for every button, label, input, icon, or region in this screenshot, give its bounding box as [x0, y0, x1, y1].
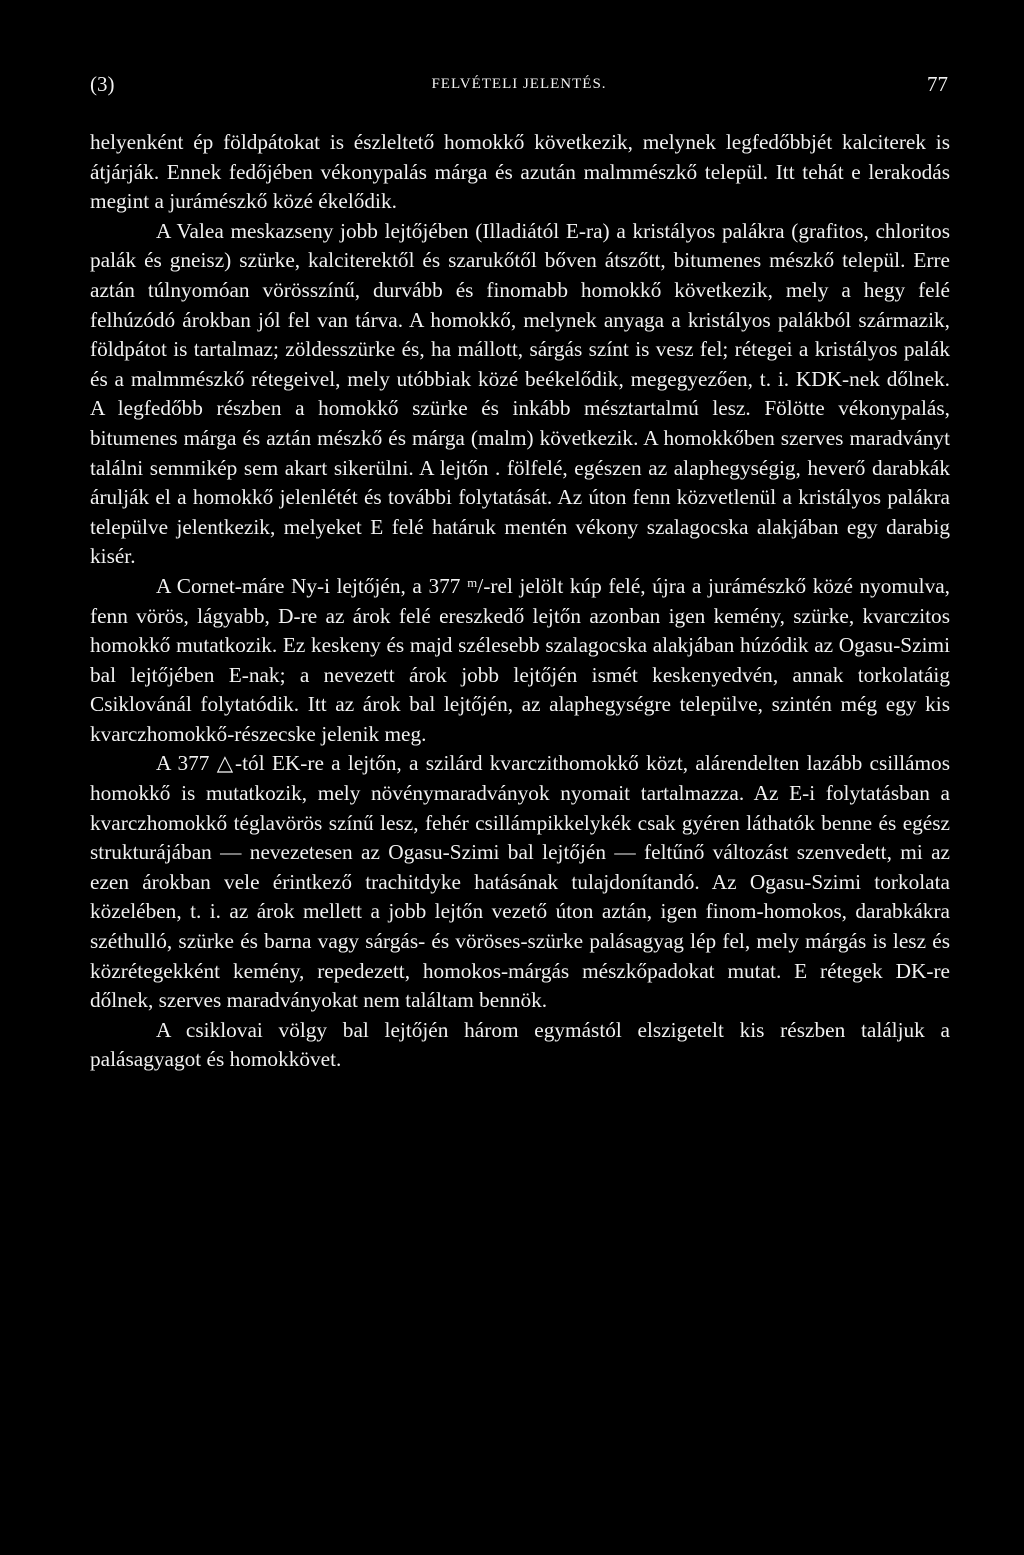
page-number: 77 — [927, 72, 948, 96]
running-title: FELVÉTELI JELENTÉS. — [431, 76, 607, 92]
paragraph: helyenként ép földpátokat is észleltető homokkő következik, melynek legfedőbbjét kalciterek is átjárják. Ennek fedőjében vékonypalás márga és azután malmmészkő települ. Itt tehát e lerakodás megint a jurámészkő közé ékelődik. — [90, 130, 950, 214]
paragraph: A Cornet-máre Ny-i lejtőjén, a 377 ᵐ/-rel jelölt kúp felé, újra a jurámészkő közé nyomulva, fenn vörös, lágyabb, D-re az árok felé ereszkedő lejtőn azonban igen kemény, szürke, kvarczitos homokkő mutatkozik. Ez keskeny és majd szélesebb szalagocska alakjában húzódik az Ogasu-Szimi bal lejtőjében E-nak; a nevezett árok jobb lejtőjén ismét keskenyedvén, annak torkolatáig Csiklovánál folytatódik. Itt az árok bal lejtőjén, az alaphegységre települve, szintén még egy kis kvarczhomokkő-részecske jelenik meg. — [90, 573, 950, 746]
page-header — [90, 72, 948, 102]
body-text — [90, 128, 950, 1075]
paragraph: A Valea meskazseny jobb lejtőjében (Illadiától E-ra) a kristályos palákra (grafitos, chloritos palák és gneisz) szürke, kalciterektől és szarukőtől bőven átszőtt, bitumenes mészkő települ. Erre aztán túlnyomóan vörösszínű, durvább és finomabb homokkő következik, mely a hegy felé felhúzódó árokban jól fel van tárva. A homokkő, melynek anyaga a kristályos palákból származik, földpátot is tartalmaz; zöldesszürke és, ha mállott, sárgás színt is vesz fel; rétegei a kristályos palák és a malmmészkő rétegeivel, mely utóbbiak közé beékelődik, megegyezően, t. i. KDK-nek dőlnek. A legfedőbb részben a homokkő szürke és inkább mésztartalmú lesz. Fölötte vékonypalás, bitumenes márga és aztán mészkő és márga (malm) következik. A homokkőben szerves maradványt találni semmikép sem akart sikerülni. A lejtőn . fölfelé, egészen az alaphegységig, heverő darabkák árulják el a homokkő jelenlétét és további folytatását. Az úton fenn közvetlenül a kristályos palákra települve jelentkezik, melyeket E felé határuk mentén vékony szalagocska alakjában egy darabig kisér. — [90, 218, 950, 569]
paragraph: A 377 △-tól EK-re a lejtőn, a szilárd kvarczithomokkő közt, alárendelten lazább csillámos homokkő is mutatkozik, mely növénymaradványok nyomait tartalmazza. Az E-i folytatásban a kvarczhomokkő téglavörös színű lesz, fehér csillámpikkelykék csak gyéren láthatók benne és egész strukturájában — nevezetesen az Ogasu-Szimi bal lejtőjén — feltűnő változást szenvedett, mi az ezen árokban vele érintkező trachitdyke hatásának tulajdonítandó. Az Ogasu-Szimi torkolata közelében, t. i. az árok mellett a jobb lejtőn vezető úton aztán, igen finom-homokos, darabkákra széthulló, szürke és barna vagy sárgás- és vöröses-szürke palásagyag lép fel, mely márgás is lesz és közrétegekként kemény, repedezett, homokos-márgás mészkőpadokat mutat. E rétegek DK-re dőlnek, szerves maradványokat nem találtam bennök. — [90, 751, 950, 1013]
section-number: (3) — [90, 72, 115, 96]
paragraph: A csiklovai völgy bal lejtőjén három egymástól elszigetelt kis részben találjuk a palásagyagot és homokkövet. — [90, 1017, 950, 1072]
